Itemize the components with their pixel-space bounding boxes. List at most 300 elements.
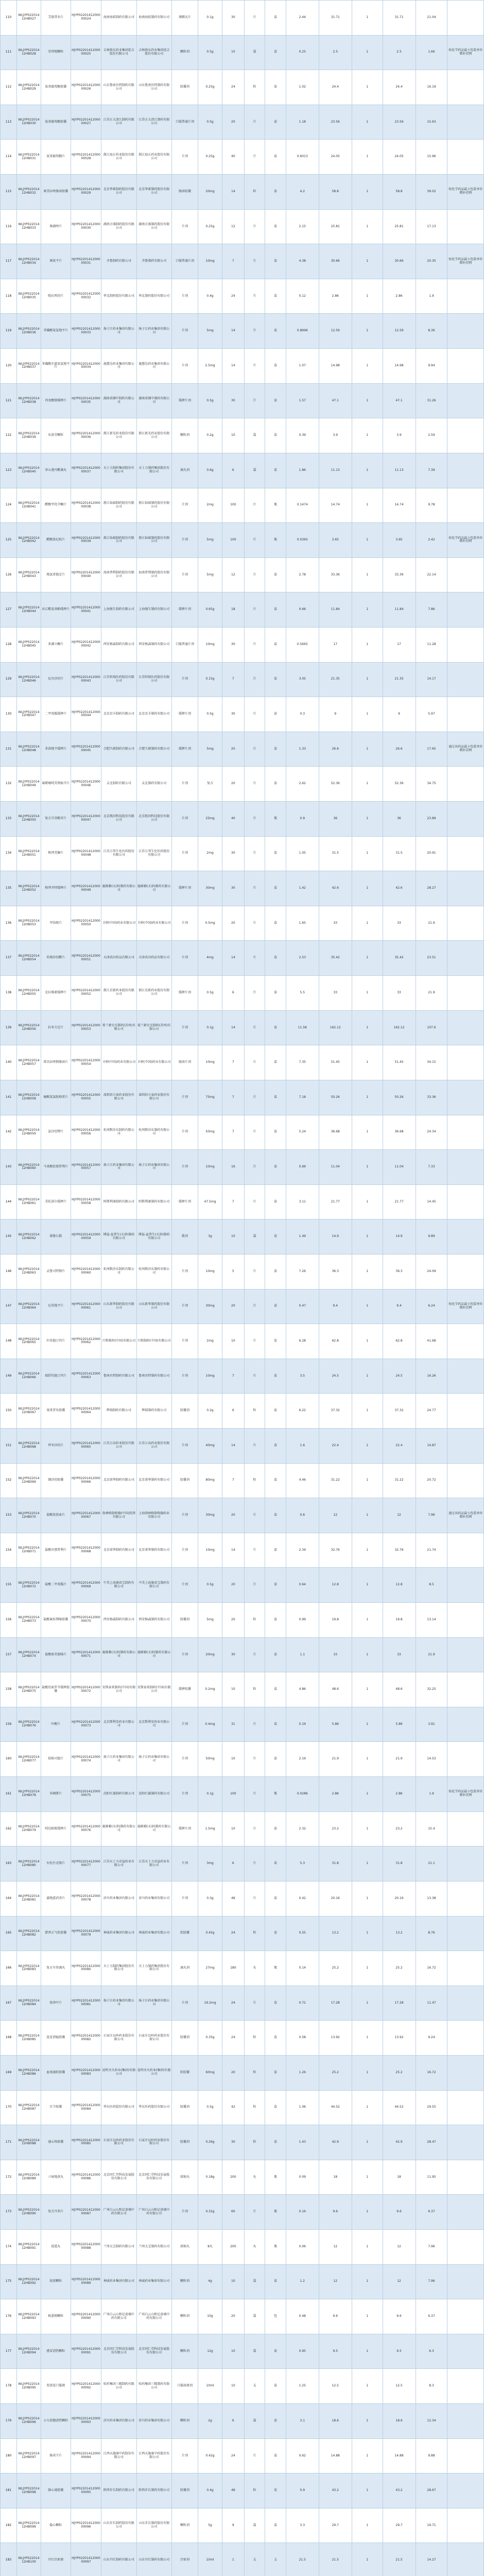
table-cell: 179 xyxy=(1,2404,17,2439)
table-cell: 1.1 xyxy=(286,1637,319,1672)
table-cell: 盒 xyxy=(265,349,286,384)
table-cell: 30 xyxy=(222,697,245,732)
table-row xyxy=(1,70,484,105)
table-cell: 14 xyxy=(222,314,245,349)
table-row xyxy=(1,383,484,418)
table-cell xyxy=(447,767,484,802)
table-cell: 片剂 xyxy=(171,662,198,697)
table-cell: 胶囊剂 xyxy=(171,70,198,105)
table-cell: 2.42 xyxy=(416,523,447,558)
table-cell: WLJYP02201412HB081 xyxy=(17,1881,41,1916)
table-cell: 缬沙坦胶囊 xyxy=(41,1463,71,1498)
table-cell xyxy=(447,1533,484,1568)
table-cell: 0.6g xyxy=(198,453,222,488)
table-cell: 片 xyxy=(244,1428,265,1463)
table-cell: WLJYP02201412HB099 xyxy=(17,2508,41,2543)
table-cell: 扬子江药业集团有限公司 xyxy=(101,1742,136,1777)
table-cell: 121 xyxy=(1,383,17,418)
table-cell: HJYP0220141200000065 xyxy=(71,1428,101,1463)
table-row xyxy=(1,836,484,871)
table-cell: 颗粒剂 xyxy=(171,2264,198,2299)
table-cell: 1.9 xyxy=(416,1777,447,1812)
table-cell: 1 xyxy=(352,767,383,802)
table-cell: 袋 xyxy=(244,35,265,70)
table-cell xyxy=(447,1707,484,1742)
table-cell: WLJYP02201412HB050 xyxy=(17,802,41,837)
table-cell: 115 xyxy=(1,175,17,210)
table-cell: 盒 xyxy=(265,140,286,175)
table-cell: 奥硝唑片 xyxy=(41,209,71,244)
table-cell: 12 xyxy=(222,557,245,592)
table-row xyxy=(1,1951,484,1986)
table-cell: 139 xyxy=(1,1010,17,1045)
table-cell: WLJYP02201412HB059 xyxy=(17,1115,41,1150)
table-cell: WLJYP02201412HB064 xyxy=(17,1289,41,1324)
table-cell xyxy=(447,279,484,314)
table-cell: 江西天施康中药股份有限公司 xyxy=(136,2438,171,2473)
table-cell: 浙江海正药业股份有限公司 xyxy=(101,140,136,175)
table-cell: 12g xyxy=(198,2334,222,2369)
table-cell: 按化学药品最小包装单位增补挂网 xyxy=(447,1289,484,1324)
table-cell: 北京诺华制药有限公司 xyxy=(101,1463,136,1498)
table-cell: 0.18g xyxy=(198,2160,222,2195)
table-cell: 甲钴胺片 xyxy=(41,906,71,941)
table-cell: WLJYP02201412HB037 xyxy=(17,349,41,384)
table-row xyxy=(1,418,484,453)
table-cell: 0.2mg xyxy=(198,1672,222,1707)
table-cell: 片 xyxy=(244,1150,265,1185)
table-cell: 1.25 xyxy=(286,2369,319,2404)
table-cell: 2mg xyxy=(198,488,222,523)
table-cell: WLJYP02201412HB073 xyxy=(17,1603,41,1638)
table-cell: HJYP0220141200000088 xyxy=(71,2230,101,2265)
table-cell: 华北制药股份有限公司 xyxy=(136,279,171,314)
table-cell: 7.96 xyxy=(416,1498,447,1533)
table-cell: 勃林格殷格翰(中国)投资有限公司 xyxy=(101,1498,136,1533)
table-row xyxy=(1,349,484,384)
table-cell: 0.2g xyxy=(198,418,222,453)
table-cell: 48 xyxy=(222,2473,245,2509)
table-cell: 20.16 xyxy=(319,1881,352,1916)
table-cell: WLJYP02201412HB068 xyxy=(17,1428,41,1463)
table-cell: 17.65 xyxy=(416,732,447,767)
table-cell: 168 xyxy=(1,2021,17,2056)
table-cell: 上海勃林格殷格翰药业有限公司 xyxy=(136,1498,171,1533)
table-cell: 18.6 xyxy=(383,2404,416,2439)
table-cell xyxy=(447,627,484,662)
table-cell: 2.86 xyxy=(383,279,416,314)
table-cell: 24.09 xyxy=(416,1254,447,1289)
table-cell: 12 xyxy=(383,1498,416,1533)
table-cell: 盒 xyxy=(265,662,286,697)
table-cell: 30mg xyxy=(198,1498,222,1533)
table-cell: 0.12 xyxy=(286,279,319,314)
table-cell: 通心络胶囊 xyxy=(41,2125,71,2160)
table-cell xyxy=(447,2021,484,2056)
table-cell: 47.1 xyxy=(383,383,416,418)
table-row xyxy=(1,35,484,70)
table-cell: 2.86 xyxy=(383,1777,416,1812)
table-cell: 135 xyxy=(1,871,17,906)
table-cell: 181 xyxy=(1,2473,17,2509)
table-cell: 盒 xyxy=(265,2334,286,2369)
table-cell: 丹红注射液 xyxy=(41,2543,71,2576)
table-cell: 拉米夫定片 xyxy=(41,1010,71,1045)
table-cell: 3.91 xyxy=(416,1707,447,1742)
table-cell xyxy=(447,1115,484,1150)
table-cell: 1.2 xyxy=(286,2264,319,2299)
table-row xyxy=(1,209,484,244)
table-cell: 盒 xyxy=(265,1219,286,1255)
table-cell xyxy=(447,2264,484,2299)
table-cell: 北京凯因科技股份有限公司 xyxy=(136,802,171,837)
table-cell xyxy=(447,2438,484,2473)
table-cell: 12.5 xyxy=(319,2369,352,2404)
table-cell: 施维雅(天津)制药有限公司 xyxy=(136,1637,171,1672)
table-cell: 10mg xyxy=(198,1533,222,1568)
table-cell: WLJYP02201412HB057 xyxy=(17,1045,41,1080)
table-cell: 盒 xyxy=(265,105,286,140)
table-row xyxy=(1,2055,484,2090)
table-cell: 按化学药品最小包装单位增补挂网 xyxy=(447,1777,484,1812)
table-cell: 10 xyxy=(222,1672,245,1707)
table-cell: 尼莫地平片 xyxy=(41,1289,71,1324)
table-cell: 33.36 xyxy=(383,557,416,592)
table-cell: 盒 xyxy=(265,1080,286,1115)
table-cell: 36 xyxy=(383,802,416,837)
table-cell: 颗粒剂 xyxy=(171,2508,198,2543)
table-cell: 2.53 xyxy=(286,941,319,976)
table-cell: 0.5g xyxy=(198,35,222,70)
table-cell: 盒 xyxy=(265,1324,286,1359)
table-cell: 1 xyxy=(352,488,383,523)
table-cell: 盒 xyxy=(265,279,286,314)
table-row xyxy=(1,1881,484,1916)
table-cell: 1 xyxy=(352,244,383,279)
table-cell: 5mg xyxy=(198,732,222,767)
table-cell: 瑞舒伐他汀钙片 xyxy=(41,1359,71,1394)
table-cell: 182 xyxy=(1,2508,17,2543)
table-cell: WLJYP02201412HB088 xyxy=(17,2125,41,2160)
table-cell: 1 xyxy=(352,1080,383,1115)
table-cell: 7 xyxy=(222,1115,245,1150)
table-cell: WLJYP02201412HB080 xyxy=(17,1846,41,1882)
table-cell: 1 xyxy=(352,941,383,976)
table-cell: 35.42 xyxy=(319,941,352,976)
table-cell: 口服普通片剂 xyxy=(171,244,198,279)
table-cell: WLJYP02201412HB097 xyxy=(17,2438,41,2473)
table-cell: 0.6 xyxy=(286,1498,319,1533)
table-cell: 12 xyxy=(319,2230,352,2265)
table-cell: 丸 xyxy=(244,2230,265,2265)
table-cell: 14 xyxy=(222,1533,245,1568)
table-cell: 31.8 xyxy=(383,1846,416,1882)
table-cell: 20mg xyxy=(198,1637,222,1672)
table-cell: 1 xyxy=(352,1672,383,1707)
table-cell: 粒 xyxy=(244,2473,265,2509)
table-cell xyxy=(447,697,484,732)
table-cell: 9.5 xyxy=(383,2334,416,2369)
table-cell: 颗粒剂 xyxy=(171,418,198,453)
table-cell: 江西天施康中药股份有限公司 xyxy=(101,2438,136,2473)
table-cell: 144 xyxy=(1,1184,17,1219)
table-cell: 盒 xyxy=(265,2438,286,2473)
table-cell: 7 xyxy=(222,1080,245,1115)
table-cell: 袋 xyxy=(244,2299,265,2334)
table-cell: 10ml xyxy=(198,2543,222,2576)
table-cell: 1 xyxy=(352,175,383,210)
table-cell: 114 xyxy=(1,140,17,175)
table-cell: 6 xyxy=(222,2404,245,2439)
table-cell: 100 xyxy=(222,523,245,558)
table-cell: 9.5 xyxy=(319,2334,352,2369)
table-cell xyxy=(447,488,484,523)
table-cell: 19.2mg xyxy=(198,1986,222,2021)
table-cell: 143 xyxy=(1,1150,17,1185)
table-cell: 58.8 xyxy=(383,175,416,210)
table-cell: 14 xyxy=(222,1010,245,1045)
table-cell: 地氯雷他定片 xyxy=(41,557,71,592)
table-cell: 盒 xyxy=(265,1986,286,2021)
table-cell: 北京斯利安药业有限公司 xyxy=(136,1707,171,1742)
table-cell: 2.5 xyxy=(319,35,352,70)
table-cell: 75mg xyxy=(198,1080,222,1115)
table-cell: 孟鲁司特钠片 xyxy=(41,1254,71,1289)
table-cell: 7.86 xyxy=(416,592,447,628)
table-cell: 173 xyxy=(1,2195,17,2230)
table-cell: 片 xyxy=(244,1533,265,1568)
table-cell: 盒 xyxy=(265,2369,286,2404)
table-cell: HJYP0220141200000024 xyxy=(71,1,101,36)
table-cell: 5mg xyxy=(198,1603,222,1638)
table-cell: WLJYP02201412HB036 xyxy=(17,314,41,349)
table-cell xyxy=(447,2090,484,2125)
table-cell: 0.45g xyxy=(198,1916,222,1951)
table-cell: 12.59 xyxy=(319,314,352,349)
table-cell xyxy=(447,1672,484,1707)
table-cell: 16.72 xyxy=(416,1951,447,1986)
table-cell xyxy=(447,2543,484,2576)
table-cell: 盒 xyxy=(265,2090,286,2125)
table-cell: 神威药业集团有限公司 xyxy=(136,1916,171,1951)
table-cell: 马来酸依那普利片 xyxy=(41,1150,71,1185)
table-cell: 袋 xyxy=(244,418,265,453)
table-cell: 盒 xyxy=(265,871,286,906)
table-cell: 广州白云山和记黄埔中药有限公司 xyxy=(101,2195,136,2230)
table-cell: WLJYP02201412HB027 xyxy=(17,1,41,36)
table-cell: 33 xyxy=(383,1637,416,1672)
table-cell: 117 xyxy=(1,244,17,279)
table-cell: HJYP0220141200000083 xyxy=(71,2055,101,2090)
table-cell: 167 xyxy=(1,1986,17,2021)
table-cell: 1 xyxy=(352,2299,383,2334)
table-cell xyxy=(447,1184,484,1219)
table-cell: 23.2 xyxy=(383,1811,416,1846)
table-cell: 25.81 xyxy=(319,209,352,244)
table-cell: 袋 xyxy=(244,1219,265,1255)
table-cell: 20 xyxy=(222,1568,245,1603)
table-cell: 14.88 xyxy=(319,2438,352,2473)
table-cell: 171 xyxy=(1,2125,17,2160)
table-cell: 山东新华制药股份有限公司 xyxy=(136,1289,171,1324)
table-row xyxy=(1,976,484,1011)
table-cell: 施维雅(天津)制药有限公司 xyxy=(136,1811,171,1846)
table-cell: 1 xyxy=(352,2543,383,2576)
table-cell: 片 xyxy=(244,1637,265,1672)
table-cell: 昆明圣火药业(集团)有限公司 xyxy=(101,2055,136,2090)
table-cell: 氟哌噻吨美利曲辛片 xyxy=(41,767,71,802)
table-cell: WLJYP02201412HB056 xyxy=(17,1010,41,1045)
table-cell: 24.5 xyxy=(319,1359,352,1394)
table-cell: 24 xyxy=(222,279,245,314)
table-cell: 盒 xyxy=(265,1916,286,1951)
table-cell: 按化学药品最小包装单位增补挂网 xyxy=(447,523,484,558)
table-cell: 盒 xyxy=(265,2264,286,2299)
table-cell xyxy=(447,1394,484,1429)
table-cell: 施慧达药业集团有限公司 xyxy=(101,349,136,384)
table-cell: 盒 xyxy=(265,767,286,802)
table-row xyxy=(1,2404,484,2439)
table-cell: 杭州默沙东制药有限公司 xyxy=(101,1254,136,1289)
table-row xyxy=(1,1707,484,1742)
table-cell: 袋 xyxy=(244,2334,265,2369)
table-cell: 杭州默沙东制药有限公司 xyxy=(136,1254,171,1289)
table-cell xyxy=(447,976,484,1011)
table-cell: 19.8 xyxy=(383,1603,416,1638)
table-cell xyxy=(447,592,484,628)
table-cell: HJYP0220141200000096 xyxy=(71,2508,101,2543)
table-cell: 江苏万高药业股份有限公司 xyxy=(101,1428,136,1463)
table-cell: 0.19 xyxy=(286,1707,319,1742)
table-cell: 14.87 xyxy=(416,1428,447,1463)
table-cell: HJYP0220141200000064 xyxy=(71,1394,101,1429)
table-cell: 40 xyxy=(222,140,245,175)
table-cell: 7.18 xyxy=(286,1080,319,1115)
table-cell xyxy=(447,1045,484,1080)
table-cell: 10mg xyxy=(198,627,222,662)
table-cell: 支 xyxy=(244,2543,265,2576)
table-cell: 10mg xyxy=(198,1254,222,1289)
table-cell: 通过该药品最小包装单位增补挂网 xyxy=(447,1498,484,1533)
table-cell: 0.25g xyxy=(198,70,222,105)
table-cell xyxy=(447,2160,484,2195)
table-cell: 江苏天士力帝益药业有限公司 xyxy=(101,1846,136,1882)
table-cell: 山东步长制药股份有限公司 xyxy=(101,2508,136,2543)
table-cell: 胶囊剂 xyxy=(171,2090,198,2125)
table-cell: 片 xyxy=(244,1359,265,1394)
table-row xyxy=(1,1254,484,1289)
table-cell: 片剂 xyxy=(171,1777,198,1812)
table-cell: 片剂 xyxy=(171,1359,198,1394)
table-cell: 31.26 xyxy=(416,383,447,418)
table-row xyxy=(1,175,484,210)
table-row xyxy=(1,488,484,523)
table-cell: 盒 xyxy=(265,175,286,210)
table-cell: 卫材(中国)药业有限公司 xyxy=(101,1045,136,1080)
table-cell: 盒 xyxy=(265,1811,286,1846)
table-cell: HJYP0220141200000038 xyxy=(71,488,101,523)
table-cell: WLJYP02201412HB044 xyxy=(17,592,41,628)
table-cell: 30 xyxy=(222,2125,245,2160)
table-cell: 0.5mg xyxy=(198,906,222,941)
table-cell: 5.5 xyxy=(286,976,319,1011)
table-cell: 包 xyxy=(265,2299,286,2334)
table-cell: 盐酸曲美他嗪片 xyxy=(41,1637,71,1672)
table-cell: 片 xyxy=(244,209,265,244)
table-cell: HJYP0220141200000043 xyxy=(71,662,101,697)
table-cell: 25.81 xyxy=(383,209,416,244)
table-cell: 40mg xyxy=(198,1428,222,1463)
table-cell: 扬子江药业集团有限公司 xyxy=(136,1986,171,2021)
table-cell: 片 xyxy=(244,105,265,140)
table-cell: 100 xyxy=(222,488,245,523)
table-row xyxy=(1,941,484,976)
table-cell: 160 xyxy=(1,1742,17,1777)
table-cell: 10 xyxy=(222,1219,245,1255)
table-cell: 0.39 xyxy=(286,418,319,453)
table-cell: 陕西步长制药有限公司 xyxy=(101,2473,136,2509)
table-cell: 2mg xyxy=(198,1324,222,1359)
table-cell: 片剂 xyxy=(171,836,198,871)
table-row xyxy=(1,1115,484,1150)
table-cell: 脑心通胶囊 xyxy=(41,2473,71,2509)
table-cell: 西安杨森制药有限公司 xyxy=(101,1603,136,1638)
table-cell: HJYP0220141200000061 xyxy=(71,1289,101,1324)
table-cell: 盒 xyxy=(265,70,286,105)
table-cell: 1 xyxy=(352,1,383,36)
table-cell xyxy=(447,2334,484,2369)
table-cell: HJYP0220141200000062 xyxy=(71,1324,101,1359)
table-cell: WLJYP02201412HB060 xyxy=(17,1150,41,1185)
table-row xyxy=(1,244,484,279)
table-cell: 济川药业集团有限公司 xyxy=(101,2404,136,2439)
table-cell: 1.02 xyxy=(286,70,319,105)
table-cell: 薄膜衣片 xyxy=(171,1,198,36)
table-cell: 粒 xyxy=(244,1672,265,1707)
table-cell xyxy=(447,1811,484,1846)
table-row xyxy=(1,1219,484,1255)
table-cell: 江苏正大清江制药有限公司 xyxy=(136,105,171,140)
table-cell: 片 xyxy=(244,1115,265,1150)
table-cell: 片剂 xyxy=(171,941,198,976)
table-cell: 6.3 xyxy=(416,2334,447,2369)
table-cell: 安斯泰来制药(中国)有限公司 xyxy=(136,1672,171,1707)
table-cell: WLJYP02201412HB069 xyxy=(17,1463,41,1498)
table-row xyxy=(1,453,484,488)
table-cell: 42 xyxy=(222,2090,245,2125)
table-cell: 盒 xyxy=(265,35,286,70)
table-cell: 1 xyxy=(352,2473,383,2509)
table-cell: 137 xyxy=(1,941,17,976)
table-cell: 10 xyxy=(222,2369,245,2404)
table-cell: 177 xyxy=(1,2334,17,2369)
table-cell: 0.1474 xyxy=(286,488,319,523)
table-cell: 片 xyxy=(244,523,265,558)
table-cell: 袋 xyxy=(244,2264,265,2299)
table-cell: 13.38 xyxy=(416,1881,447,1916)
table-cell: 32.76 xyxy=(383,1533,416,1568)
table-cell: WLJYP02201412HB082 xyxy=(17,1916,41,1951)
table-cell: 胶囊剂 xyxy=(171,1603,198,1638)
table-cell: 113 xyxy=(1,105,17,140)
table-cell: 浙江京新药业股份有限公司 xyxy=(101,976,136,1011)
table-cell: 124 xyxy=(1,488,17,523)
table-cell: 1.42 xyxy=(286,871,319,906)
table-cell: 1 xyxy=(352,1150,383,1185)
table-cell: 瓶 xyxy=(265,1951,286,1986)
table-cell: HJYP0220141200000046 xyxy=(71,767,101,802)
table-cell: 31.22 xyxy=(319,1463,352,1498)
